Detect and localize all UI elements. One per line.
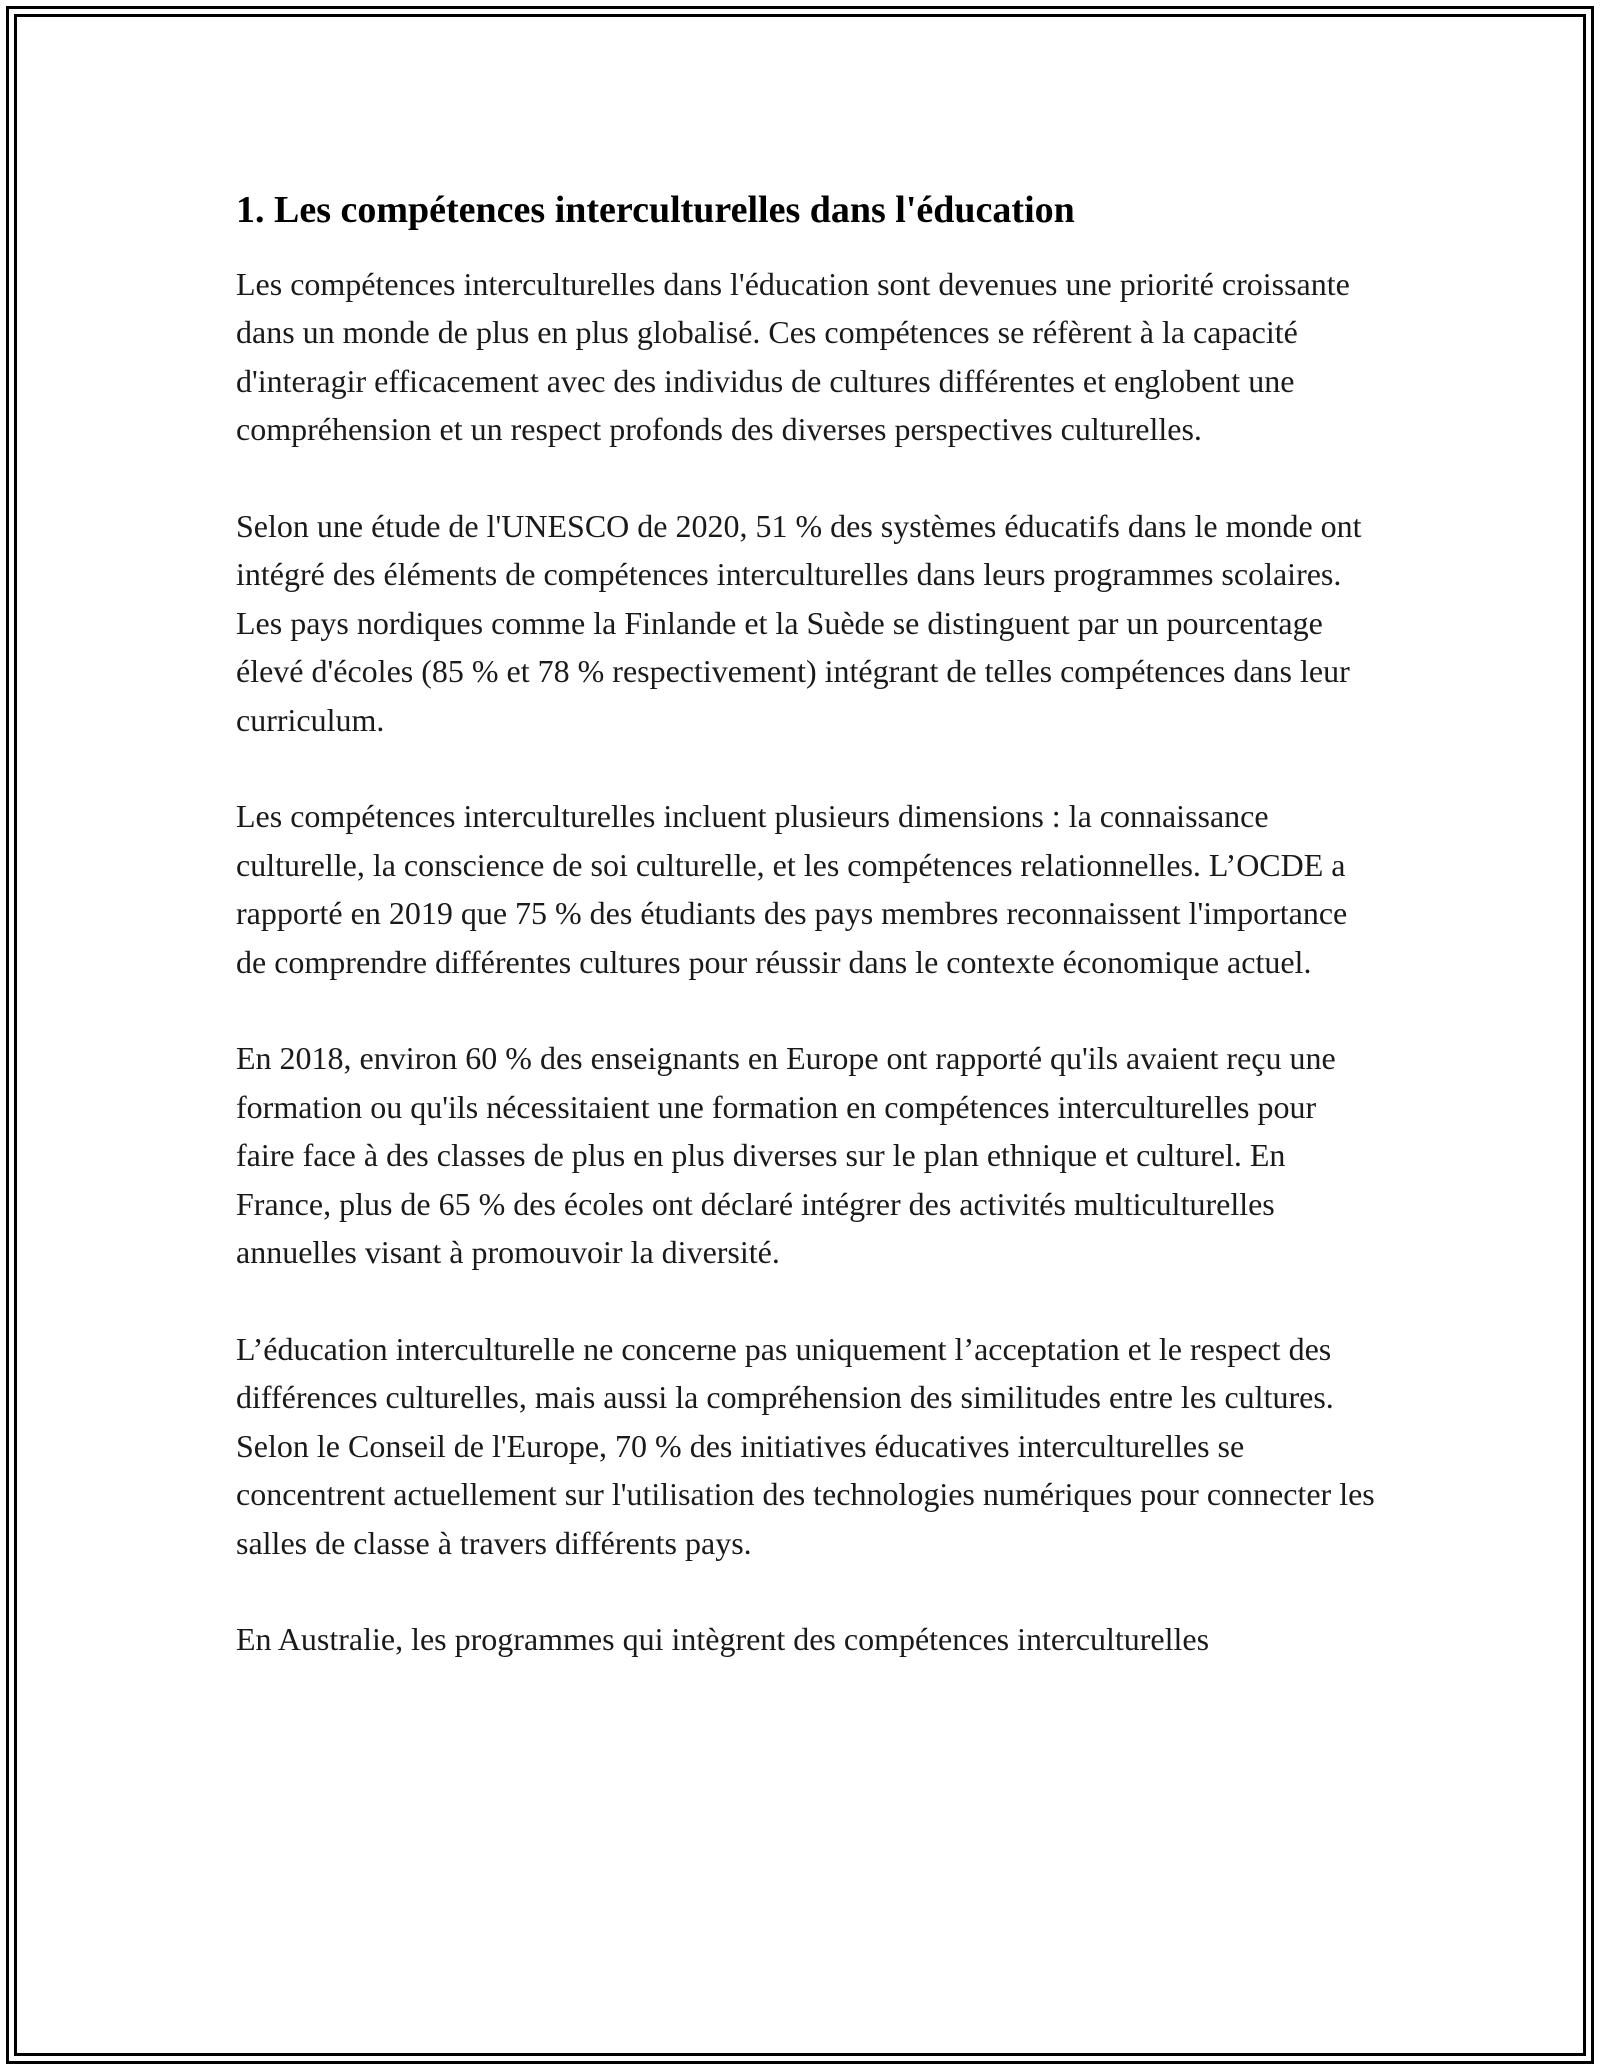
- paragraph-council-europe: L’éducation interculturelle ne concerne pas uniquement l’acceptation et le respect des différences culturelles, mais aussi la compréhension des similitudes entre les cultures. Selon le Conseil de l'Europe, 70 % des initiatives éducatives interculturelles se concentrent actuellement sur l'utilisation des technologies numériques pour connecter les salles de classe à travers différents pays.: [236, 1330, 1375, 1561]
- paragraph-dimensions: Les compétences interculturelles incluent plusieurs dimensions : la connaissance culturelle, la conscience de soi culturelle, et les compétences relationnelles. L’OCDE a rapporté en 2019 que 75 % des étudiants des pays membres reconnaissent l'importance de comprendre différentes cultures pour réussir dans le contexte économique actuel.: [236, 798, 1348, 980]
- paragraph-unesco: Selon une étude de l'UNESCO de 2020, 51 % des systèmes éducatifs dans le monde ont intégré des éléments de compétences interculturelles dans leurs programmes scolaires. Les pays nordiques comme la Finlande et la Suède se distinguent par un pourcentage élevé d'écoles (85 % et 78 % respectivement) intégrant de telles compétences dans leur curriculum.: [236, 508, 1362, 738]
- section-heading: 1. Les compétences interculturelles dans l'éducation: [236, 189, 1075, 231]
- paragraph-intro: Les compétences interculturelles dans l'éducation sont devenues une priorité croissante dans un monde de plus en plus globalisé. Ces compétences se réfèrent à la capacité d'interagir efficacement avec des individus de cultures différentes et englobent une compréhension et un respect profonds des diverses perspectives culturelles.: [236, 266, 1350, 448]
- document-body: [236, 186, 1376, 1712]
- paragraph-teachers: En 2018, environ 60 % des enseignants en Europe ont rapporté qu'ils avaient reçu une formation ou qu'ils nécessitaient une formation en compétences interculturelles pour faire face à des classes de plus en plus diverses sur le plan ethnique et culturel. En France, plus de 65 % des écoles ont déclaré intégrer des activités multiculturelles annuelles visant à promouvoir la diversité.: [236, 1040, 1336, 1271]
- paragraph-australia: En Australie, les programmes qui intègrent des compétences interculturelles: [236, 1621, 1210, 1658]
